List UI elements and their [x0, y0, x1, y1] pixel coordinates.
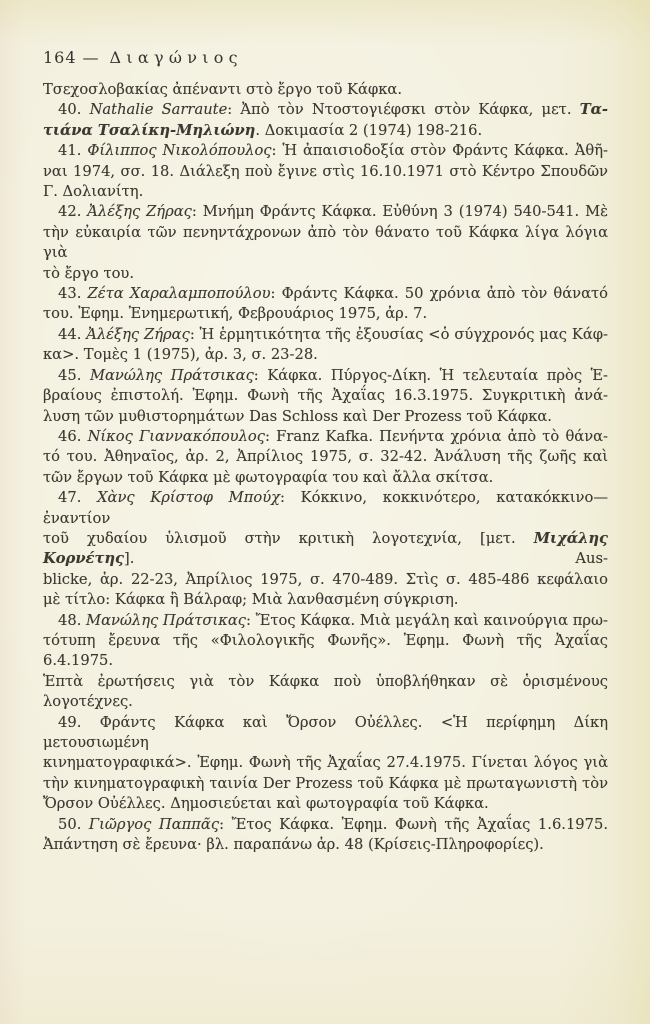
text-segment: : Κάφκα. Πύργος-Δίκη. Ἡ τελευταία πρὸς Ἑ- [253, 366, 608, 384]
text-segment: ]. Aus- [123, 550, 608, 568]
text-segment: Ἀπάντηση σὲ ἔρευνα· βλ. παραπάνω ἀρ. 48 (Κρίσεις-Πληροφορίες). [43, 836, 544, 854]
bibliography-text [43, 80, 608, 855]
text-segment: : Ἀπὸ τὸν Ντοστογιέφσκι στὸν Κάφκα, μετ. [227, 101, 580, 119]
text-segment: ναι 1974, σσ. 18. Διάλεξη ποὺ ἔγινε στὶς 16.10.1971 στὸ Κέντρο Σπουδῶν [43, 162, 608, 180]
text-segment: Ὄρσον Οὐέλλες. Δημοσιεύεται καὶ φωτογραφία τοῦ Κάφκα. [43, 795, 489, 813]
text-line [43, 80, 608, 100]
text-line [43, 202, 608, 222]
text-segment: τοῦ χυδαίου ὑλισμοῦ στὴν κριτικὴ λογοτεχνία, [μετ. [43, 529, 534, 547]
text-segment: 40. [58, 101, 90, 119]
text-segment: 45. [58, 366, 90, 384]
text-line [43, 100, 608, 120]
text-segment: τότυπη ἔρευνα τῆς «Φιλολογικῆς Φωνῆς». Ἐφημ. Φωνὴ τῆς Ἀχαΐας 6.4.1975. [43, 631, 608, 670]
text-line [43, 672, 608, 713]
text-segment: Ἀλέξης Ζήρας [86, 325, 190, 343]
text-segment: του. Ἐφημ. Ἐνημερωτική, Φεβρουάριος 1975, ἀρ. 7. [43, 305, 428, 323]
header-separator: — [82, 48, 100, 67]
text-segment: : Ἔτος Κάφκα. Μιὰ μεγάλη καὶ καινούργια πρω- [245, 611, 608, 629]
text-line [43, 121, 608, 141]
text-segment: 47. [58, 489, 98, 507]
text-segment: τό του. Ἀθηναῖος, ἀρ. 2, Ἀπρίλιος 1975, σ. 32-42. Ἀνάλυση τῆς ζωῆς καὶ [43, 448, 608, 466]
text-segment: τιάνα Τσαλίκη-Μηλιώνη [43, 121, 256, 139]
text-line [43, 815, 608, 835]
text-line [43, 162, 608, 182]
text-line [43, 611, 608, 631]
text-segment: Nathalie Sarraute [89, 101, 228, 119]
text-line [43, 223, 608, 264]
text-segment: τὴν κινηματογραφικὴ ταινία Der Prozess τοῦ Κάφκα μὲ πρωταγωνιστὴ τὸν [43, 774, 608, 792]
text-segment: Νίκος Γιαννακόπουλος [87, 427, 265, 445]
text-segment: 49. Φράντς Κάφκα καὶ Ὄρσον Οὐέλλες. <Ἡ περίφημη Δίκη μετουσιωμένη [43, 713, 608, 751]
page-header [43, 48, 608, 67]
text-line [43, 325, 608, 345]
text-segment: τὸ ἔργο του. [43, 264, 135, 282]
text-line [43, 182, 608, 202]
text-line [43, 386, 608, 406]
text-segment: : Ἔτος Κάφκα. Ἐφημ. Φωνὴ τῆς Ἀχαΐας 1.6.1975. [219, 815, 609, 833]
text-segment: Χὰνς Κρίστοφ Μπούχ [97, 489, 281, 507]
text-segment: 42. [58, 203, 88, 221]
text-segment: : Φράντς Κάφκα. 50 χρόνια ἀπὸ τὸν θάνατό [270, 285, 608, 303]
text-segment: τῶν ἔργων τοῦ Κάφκα μὲ φωτογραφία του καὶ ἄλλα σκίτσα. [43, 468, 494, 486]
text-line [43, 794, 608, 814]
text-segment: : Franz Kafka. Πενήντα χρόνια ἀπὸ τὸ θάνα- [265, 427, 609, 445]
text-segment: : Ἡ ἑρμητικότητα τῆς ἐξουσίας <ὁ σύγχρονός μας Κάφ- [189, 325, 609, 343]
text-line [43, 529, 608, 570]
text-segment: . Δοκιμασία 2 (1974) 198-216. [255, 121, 483, 139]
text-segment: βραίους ἐπιστολή. Ἐφημ. Φωνὴ τῆς Ἀχαΐας 16.3.1975. Συγκριτικὴ ἀνά- [43, 387, 608, 405]
text-line [43, 590, 608, 610]
text-segment: Μανώλης Πράτσικας [89, 366, 254, 384]
text-segment: κινηματογραφικά>. Ἐφημ. Φωνὴ τῆς Ἀχαΐας 27.4.1975. Γίνεται λόγος γιὰ [43, 754, 608, 772]
text-line [43, 366, 608, 386]
text-segment: Γιῶργος Παππᾶς [88, 815, 220, 833]
text-segment: 48. [58, 611, 87, 629]
text-line [43, 264, 608, 284]
text-line [43, 570, 608, 590]
text-segment: : Ἡ ἀπαισιοδοξία στὸν Φράντς Κάφκα. Ἀθῆ- [271, 142, 609, 160]
text-segment: Τα- [579, 101, 609, 119]
text-segment: Ζέτα Χαραλαμποπούλου [87, 285, 271, 303]
text-segment: λυση τῶν μυθιστορημάτων Das Schloss καὶ Der Prozess τοῦ Κάφκα. [43, 407, 552, 425]
text-line [43, 427, 608, 447]
text-segment: Ἀλέξης Ζήρας [87, 203, 192, 221]
text-line [43, 835, 608, 855]
text-segment: 41. [58, 142, 88, 160]
text-line [43, 304, 608, 324]
text-segment: : Μνήμη Φράντς Κάφκα. Εὐθύνη 3 (1974) 540-541. Μὲ [191, 203, 608, 221]
text-segment: Γ. Δολιανίτη. [43, 183, 144, 201]
text-line [43, 407, 608, 427]
text-segment: 46. [58, 427, 88, 445]
text-segment: κα>. Τομὲς 1 (1975), ἀρ. 3, σ. 23-28. [43, 346, 318, 364]
text-segment: Τσεχοσλοβακίας ἀπέναντι στὸ ἔργο τοῦ Κάφκα. [43, 81, 402, 98]
text-segment: Μανώλης Πράτσικας [86, 611, 246, 629]
text-line [43, 753, 608, 773]
text-line [43, 713, 608, 754]
text-line [43, 141, 608, 161]
text-segment: 44. [58, 325, 87, 343]
text-segment: blicke, ἀρ. 22-23, Ἀπρίλιος 1975, σ. 470-489. Στὶς σ. 485-486 κεφάλαιο [43, 570, 608, 588]
text-segment: Φίλιππος Νικολόπουλος [87, 142, 272, 160]
text-segment: μὲ τίτλο: Κάφκα ἢ Βάλραφ; Μιὰ λανθασμένη σύγκριση. [43, 591, 459, 609]
text-line [43, 774, 608, 794]
text-line [43, 284, 608, 304]
text-segment: Μιχάλης Κορνέτης [43, 529, 608, 568]
text-segment: Ἑπτὰ ἐρωτήσεις γιὰ τὸν Κάφκα ποὺ ὑποβλήθηκαν σὲ ὁρισμένους λογοτέχνες. [43, 672, 608, 711]
text-line [43, 631, 608, 672]
text-line [43, 468, 608, 488]
text-line [43, 447, 608, 467]
page-number: 164 [43, 48, 77, 67]
text-line [43, 488, 608, 529]
text-segment: 43. [58, 285, 88, 303]
text-segment: : Κόκκινο, κοκκινότερο, κατακόκκινο—ἐναντίον [43, 489, 609, 527]
journal-title: Διαγώνιος [109, 48, 243, 67]
text-line [43, 345, 608, 365]
text-segment: τὴν εὐκαιρία τῶν πενηντάχρονων ἀπὸ τὸν θάνατο τοῦ Κάφκα λίγα λόγια γιὰ [43, 223, 608, 262]
text-segment: 50. [58, 815, 89, 833]
